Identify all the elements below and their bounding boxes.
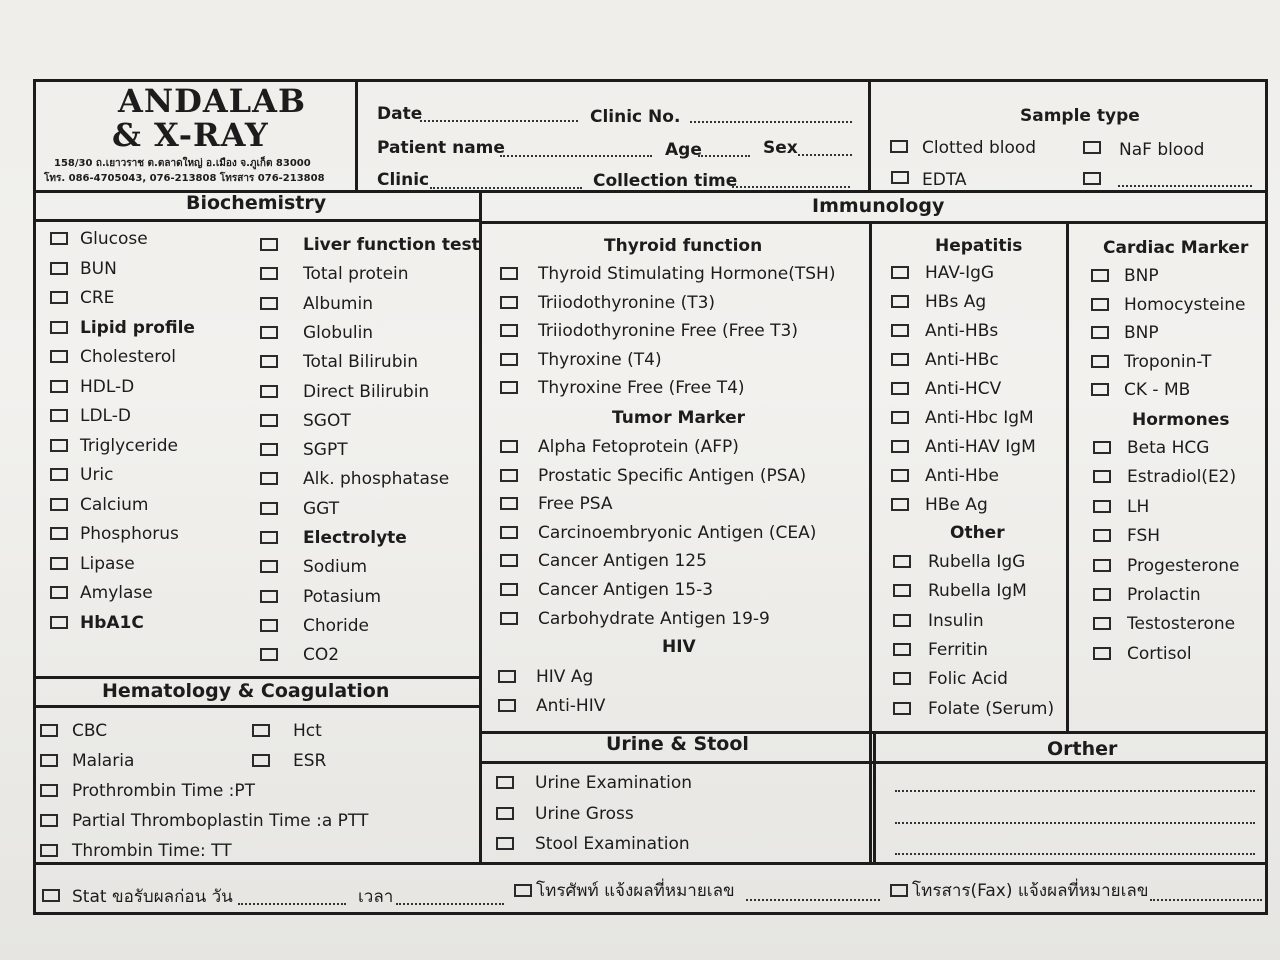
checkbox-cholesterol[interactable] <box>50 350 68 363</box>
checkbox-troponin-t[interactable] <box>1091 355 1109 368</box>
date-label: Date <box>377 104 423 124</box>
checkbox-choride[interactable] <box>260 619 278 632</box>
checkbox-partial-thromboplastin-time-a-ptt[interactable] <box>40 814 58 827</box>
patient-name-label: Patient name <box>377 138 505 158</box>
checkbox-prostatic-specific-antigen-psa[interactable] <box>500 469 518 482</box>
checkbox-thyroxine-t4[interactable] <box>500 353 518 366</box>
checkbox-folate-serum[interactable] <box>893 702 911 715</box>
label-anti-hbc-igm: Anti-Hbc IgM <box>925 408 1034 428</box>
sample-type-title: Sample type <box>1020 106 1140 126</box>
address: 158/30 ถ.เยาวราช ต.ตลาดใหญ่ อ.เมือง จ.ภูเก็ต 83000 <box>54 158 311 169</box>
checkbox-sgpt[interactable] <box>260 443 278 456</box>
checkbox-anti-hbs[interactable] <box>891 324 909 337</box>
label-hbe-ag: HBe Ag <box>925 495 988 515</box>
orther-line-1[interactable] <box>895 790 1255 792</box>
checkbox-thyroid-stimulating-hormone-tsh[interactable] <box>500 267 518 280</box>
hormones-title: Hormones <box>1132 410 1230 430</box>
label-testosterone: Testosterone <box>1127 614 1236 635</box>
checkbox-cbc[interactable] <box>40 724 58 737</box>
label-sodium: Sodium <box>303 557 368 578</box>
checkbox-cancer-antigen-15-3[interactable] <box>500 583 518 596</box>
label-phosphorus: Phosphorus <box>80 524 179 544</box>
checkbox-direct-bilirubin[interactable] <box>260 385 278 398</box>
checkbox-progesterone[interactable] <box>1093 559 1111 572</box>
label-amylase: Amylase <box>80 583 153 603</box>
checkbox-testosterone[interactable] <box>1093 617 1111 630</box>
label-uric: Uric <box>80 465 114 485</box>
label-albumin: Albumin <box>303 293 373 314</box>
label-choride: Choride <box>303 615 370 636</box>
label-cholesterol: Cholesterol <box>80 347 176 367</box>
label-prolactin: Prolactin <box>1127 585 1201 605</box>
label-globulin: Globulin <box>303 322 374 343</box>
label-bnp: BNP <box>1124 323 1159 344</box>
immunology-title: Immunology <box>812 195 945 217</box>
checkbox-cancer-antigen-125[interactable] <box>500 554 518 567</box>
checkbox-ck-mb[interactable] <box>1091 383 1109 396</box>
hematology-title: Hematology & Coagulation <box>102 680 390 702</box>
checkbox-ggt[interactable] <box>260 502 278 515</box>
label-carcinoembryonic-antigen-cea: Carcinoembryonic Antigen (CEA) <box>538 522 817 543</box>
checkbox-folic-acid[interactable] <box>893 672 911 685</box>
clinic-label: Clinic <box>377 170 430 190</box>
divider-footer <box>33 862 1268 865</box>
checkbox-bnp[interactable] <box>1091 269 1109 282</box>
label-carbohydrate-antigen-19-9: Carbohydrate Antigen 19-9 <box>538 608 770 629</box>
label-sgot: SGOT <box>303 410 351 431</box>
label-glucose: Glucose <box>80 229 148 249</box>
label-bun: BUN <box>80 258 117 279</box>
label-hiv-ag: HIV Ag <box>536 667 594 687</box>
checkbox-sodium[interactable] <box>260 560 278 573</box>
clinic-no-label: Clinic No. <box>590 107 681 127</box>
label-calcium: Calcium <box>80 494 149 515</box>
hepatitis-title: Hepatitis <box>935 236 1023 256</box>
sex-field[interactable] <box>798 154 852 156</box>
divider-cardiac <box>1066 221 1069 731</box>
checkbox-total-bilirubin[interactable] <box>260 355 278 368</box>
option-edta: EDTA <box>922 170 967 190</box>
checkbox-anti-hbc[interactable] <box>891 353 909 366</box>
label-progesterone: Progesterone <box>1127 555 1240 576</box>
label-thyroid-stimulating-hormone-tsh: Thyroid Stimulating Hormone(TSH) <box>538 264 836 284</box>
logo-line1: ANDALAB <box>118 82 307 120</box>
divider-orther <box>873 731 876 862</box>
label-ggt: GGT <box>303 498 340 519</box>
checkbox-fax[interactable] <box>890 884 908 897</box>
age-label: Age <box>665 140 702 160</box>
label-rubella-igm: Rubella IgM <box>928 581 1027 602</box>
checkbox-rubella-igm[interactable] <box>893 584 911 597</box>
hiv-title: HIV <box>662 637 696 657</box>
collection-time-field[interactable] <box>732 186 850 188</box>
cardiac-title: Cardiac Marker <box>1103 238 1249 258</box>
checkbox-thrombin-time-tt[interactable] <box>40 844 58 857</box>
checkbox-hbe-ag[interactable] <box>891 498 909 511</box>
checkbox-ferritin[interactable] <box>893 643 911 656</box>
checkbox-rubella-igg[interactable] <box>893 555 911 568</box>
phone-number-field[interactable] <box>746 899 880 901</box>
checkbox-urine-gross[interactable] <box>496 807 514 820</box>
label-insulin: Insulin <box>928 610 984 631</box>
checkbox-potasium[interactable] <box>260 590 278 603</box>
label-folic-acid: Folic Acid <box>928 669 1008 690</box>
checkbox-triiodothyronine-t3[interactable] <box>500 296 518 309</box>
checkbox-lipase[interactable] <box>50 557 68 570</box>
checkbox-triiodothyronine-free-free-t3[interactable] <box>500 324 518 337</box>
checkbox-alpha-fetoprotein-afp[interactable] <box>500 440 518 453</box>
checkbox-bnp[interactable] <box>1091 326 1109 339</box>
checkbox-homocysteine[interactable] <box>1091 298 1109 311</box>
label-malaria: Malaria <box>72 751 135 771</box>
label-homocysteine: Homocysteine <box>1124 294 1246 315</box>
label-anti-hbs: Anti-HBs <box>925 321 999 341</box>
checkbox-fsh[interactable] <box>1093 529 1111 542</box>
checkbox-glucose[interactable] <box>50 232 68 245</box>
date-field[interactable] <box>420 120 578 122</box>
label-ck-mb: CK - MB <box>1124 380 1191 401</box>
checkbox-cre[interactable] <box>50 291 68 304</box>
patient-name-field[interactable] <box>500 155 652 157</box>
label-anti-hiv: Anti-HIV <box>536 696 606 716</box>
divider-biochem-title <box>33 219 481 222</box>
checkbox-naf-blood[interactable] <box>1083 141 1101 154</box>
label-troponin-t: Troponin-T <box>1124 351 1212 372</box>
label-triglyceride: Triglyceride <box>80 435 178 456</box>
clinic-field[interactable] <box>430 187 582 189</box>
checkbox-anti-hbe[interactable] <box>891 469 909 482</box>
checkbox-edta[interactable] <box>891 171 909 184</box>
checkbox-malaria[interactable] <box>40 754 58 767</box>
label-free-psa: Free PSA <box>538 494 613 515</box>
label-esr: ESR <box>293 750 327 771</box>
checkbox-phone[interactable] <box>514 884 532 897</box>
label-lipase: Lipase <box>80 553 135 574</box>
label-stool-examination: Stool Examination <box>535 834 690 854</box>
label-direct-bilirubin: Direct Bilirubin <box>303 381 430 402</box>
label-cortisol: Cortisol <box>1127 643 1192 664</box>
time-label: เวลา <box>358 887 394 907</box>
checkbox-hiv-ag[interactable] <box>498 670 516 683</box>
phone-label: โทรศัพท์ แจ้งผลที่หมายเลข <box>536 881 735 901</box>
label-anti-hav-igm: Anti-HAV IgM <box>925 437 1036 457</box>
phone-line: โทร. 086-4705043, 076-213808 โทรสาร 076-213808 <box>44 173 325 184</box>
label-beta-hcg: Beta HCG <box>1127 438 1210 458</box>
checkbox-prolactin[interactable] <box>1093 588 1111 601</box>
sample-other-field[interactable] <box>1118 185 1252 187</box>
label-potasium: Potasium <box>303 586 382 607</box>
label-hdl-d: HDL-D <box>80 376 135 397</box>
checkbox-hav-igg[interactable] <box>891 266 909 279</box>
label-liver-function-test: Liver function test <box>303 235 480 255</box>
label-ferritin: Ferritin <box>928 639 988 660</box>
logo-line2: & X-RAY <box>112 116 269 154</box>
checkbox-urine-examination[interactable] <box>496 776 514 789</box>
checkbox-hba1c[interactable] <box>50 616 68 629</box>
label-total-bilirubin: Total Bilirubin <box>303 352 418 373</box>
orther-line-3[interactable] <box>895 853 1255 855</box>
label-cre: CRE <box>80 288 115 308</box>
checkbox-globulin[interactable] <box>260 326 278 339</box>
checkbox-clotted-blood[interactable] <box>890 140 908 153</box>
label-prostatic-specific-antigen-psa: Prostatic Specific Antigen (PSA) <box>538 465 807 486</box>
label-rubella-igg: Rubella IgG <box>928 552 1026 572</box>
checkbox-uric[interactable] <box>50 468 68 481</box>
checkbox-electrolyte[interactable] <box>260 531 278 544</box>
checkbox-prothrombin-time-pt[interactable] <box>40 784 58 797</box>
option-naf-blood: NaF blood <box>1119 140 1205 160</box>
collection-time-label: Collection time <box>593 171 738 191</box>
label-anti-hbe: Anti-Hbe <box>925 466 999 486</box>
label-cancer-antigen-15-3: Cancer Antigen 15-3 <box>538 580 714 600</box>
checkbox-ldl-d[interactable] <box>50 409 68 422</box>
checkbox-calcium[interactable] <box>50 498 68 511</box>
checkbox-sample-other[interactable] <box>1083 172 1101 185</box>
label-anti-hbc: Anti-HBc <box>925 350 999 370</box>
label-total-protein: Total protein <box>303 264 409 285</box>
stat-time-field[interactable] <box>396 903 504 905</box>
checkbox-stat[interactable] <box>42 889 60 902</box>
divider-hema-title <box>33 705 481 708</box>
stat-date-field[interactable] <box>238 903 346 905</box>
label-triiodothyronine-free-free-t3: Triiodothyronine Free (Free T3) <box>538 321 798 342</box>
checkbox-insulin[interactable] <box>893 614 911 627</box>
checkbox-anti-hcv[interactable] <box>891 382 909 395</box>
checkbox-alk-phosphatase[interactable] <box>260 472 278 485</box>
divider-hema-top <box>33 676 481 679</box>
checkbox-beta-hcg[interactable] <box>1093 441 1111 454</box>
checkbox-free-psa[interactable] <box>500 497 518 510</box>
label-thyroxine-t4: Thyroxine (T4) <box>538 349 662 370</box>
fax-label: โทรสาร(Fax) แจ้งผลที่หมายเลข <box>912 881 1149 901</box>
divider-logo <box>355 79 358 192</box>
stat-label: Stat ขอรับผลก่อน วัน <box>72 887 233 907</box>
label-triiodothyronine-t3: Triiodothyronine (T3) <box>538 292 716 313</box>
label-lh: LH <box>1127 496 1150 517</box>
orther-line-2[interactable] <box>895 822 1255 824</box>
orther-title: Orther <box>1047 738 1118 760</box>
checkbox-stool-examination[interactable] <box>496 837 514 850</box>
checkbox-amylase[interactable] <box>50 586 68 599</box>
checkbox-phosphorus[interactable] <box>50 527 68 540</box>
label-folate-serum: Folate (Serum) <box>928 698 1055 719</box>
label-electrolyte: Electrolyte <box>303 528 407 548</box>
sex-label: Sex <box>763 138 798 158</box>
checkbox-liver-function-test[interactable] <box>260 238 278 251</box>
checkbox-hbs-ag[interactable] <box>891 295 909 308</box>
checkbox-co2[interactable] <box>260 648 278 661</box>
checkbox-anti-hbc-igm[interactable] <box>891 411 909 424</box>
checkbox-bun[interactable] <box>50 262 68 275</box>
checkbox-lh[interactable] <box>1093 500 1111 513</box>
label-partial-thromboplastin-time-a-ptt: Partial Thromboplastin Time :a PTT <box>72 811 369 831</box>
fax-number-field[interactable] <box>1150 899 1262 901</box>
label-urine-examination: Urine Examination <box>535 773 693 793</box>
checkbox-hct[interactable] <box>252 724 270 737</box>
label-co2: CO2 <box>303 645 340 666</box>
label-hba1c: HbA1C <box>80 612 144 633</box>
biochemistry-title: Biochemistry <box>186 192 327 214</box>
checkbox-carcinoembryonic-antigen-cea[interactable] <box>500 526 518 539</box>
checkbox-estradiol-e2[interactable] <box>1093 470 1111 483</box>
label-alk-phosphatase: Alk. phosphatase <box>303 469 450 490</box>
checkbox-triglyceride[interactable] <box>50 439 68 452</box>
thyroid-title: Thyroid function <box>604 236 763 256</box>
urine-stool-title: Urine & Stool <box>606 733 749 755</box>
age-field[interactable] <box>698 155 750 157</box>
tumor-title: Tumor Marker <box>612 408 746 428</box>
divider-hepatitis <box>869 221 872 862</box>
other-title: Other <box>950 523 1005 543</box>
checkbox-sgot[interactable] <box>260 414 278 427</box>
label-cbc: CBC <box>72 721 108 741</box>
label-sgpt: SGPT <box>303 440 348 461</box>
clinic-no-field[interactable] <box>690 121 852 123</box>
label-cancer-antigen-125: Cancer Antigen 125 <box>538 551 707 572</box>
checkbox-hdl-d[interactable] <box>50 380 68 393</box>
label-hav-igg: HAV-IgG <box>925 263 995 283</box>
checkbox-albumin[interactable] <box>260 297 278 310</box>
checkbox-lipid-profile[interactable] <box>50 321 68 334</box>
checkbox-anti-hiv[interactable] <box>498 699 516 712</box>
label-hbs-ag: HBs Ag <box>925 292 987 312</box>
label-prothrombin-time-pt: Prothrombin Time :PT <box>72 781 256 801</box>
divider-sample <box>868 79 871 192</box>
label-alpha-fetoprotein-afp: Alpha Fetoprotein (AFP) <box>538 437 739 457</box>
label-anti-hcv: Anti-HCV <box>925 379 1002 399</box>
label-ldl-d: LDL-D <box>80 406 131 426</box>
label-lipid-profile: Lipid profile <box>80 317 195 338</box>
divider-immuno-title <box>481 221 1268 224</box>
checkbox-anti-hav-igm[interactable] <box>891 440 909 453</box>
label-thyroxine-free-free-t4: Thyroxine Free (Free T4) <box>538 378 745 399</box>
label-fsh: FSH <box>1127 526 1161 547</box>
label-hct: Hct <box>293 721 322 741</box>
option-clotted-blood: Clotted blood <box>922 138 1037 158</box>
checkbox-carbohydrate-antigen-19-9[interactable] <box>500 612 518 625</box>
checkbox-esr[interactable] <box>252 754 270 767</box>
checkbox-cortisol[interactable] <box>1093 647 1111 660</box>
label-bnp: BNP <box>1124 266 1159 286</box>
label-thrombin-time-tt: Thrombin Time: TT <box>72 841 232 861</box>
checkbox-total-protein[interactable] <box>260 267 278 280</box>
label-estradiol-e2: Estradiol(E2) <box>1127 467 1237 488</box>
checkbox-thyroxine-free-free-t4[interactable] <box>500 381 518 394</box>
label-urine-gross: Urine Gross <box>535 803 634 824</box>
